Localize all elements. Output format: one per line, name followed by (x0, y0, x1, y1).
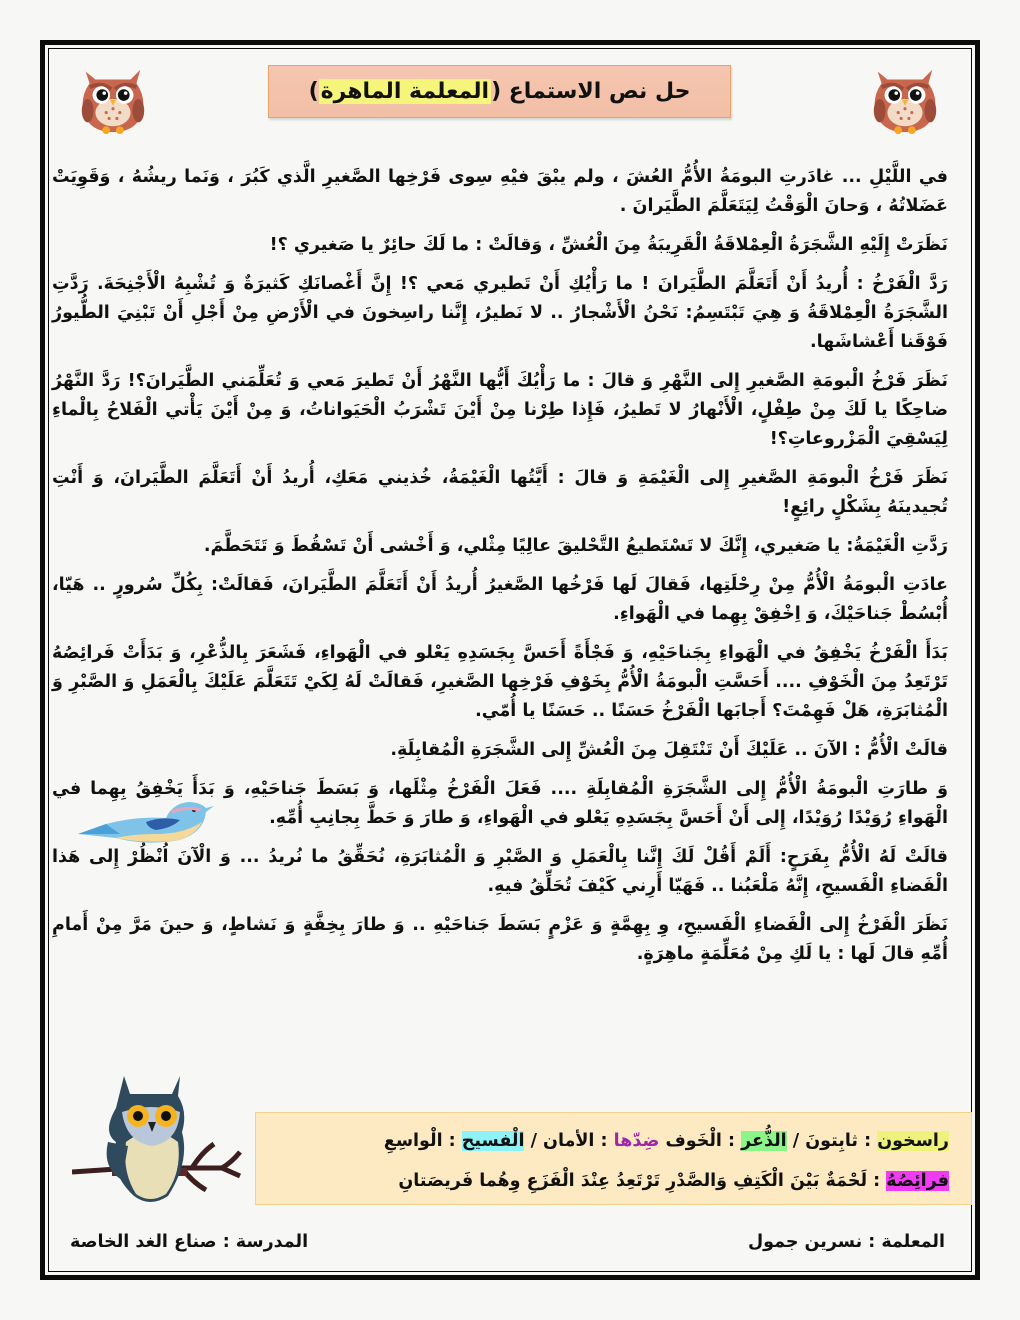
paragraph: قالَتْ لَهُ الْأُمُّ بِفَرَحٍ: أَلَمْ أَقُلْ لَكَ إِنَّنا بِالْعَمَلِ وَ الصَّبْرِ وَ الْمُثابَرَةِ، نُحَقِّقُ ما نُريدُ ... وَ الْآنَ اُنْظُرْ إِلى هَذا الْفَضاءِ الْفَسيحِ، إِنَّهُ مَلْعَبُنا .. فَهَيّا أَرِني كَيْفَ تُحَلِّقُ فيهِ. (52, 847, 948, 896)
owl-icon (74, 58, 152, 136)
paragraph: وَ طارَتِ الْبومَةُ الْأُمُّ إِلى الشَّجَرَةِ الْمُقابِلَةِ .... فَعَلَ الْفَرْخُ مِثْلَها، وَ بَسَطَ جَناحَيْهِ، وَ بَدَأَ يَخْفِقُ بِهِما في الْهَواءِ رُوَيْدًا رُوَيْدًا، إِلى أَنْ أَحَسَّ بِجَسَدِهِ يَعْلو في الْهَواءِ، وَ طارَ وَ حَطَّ بِجانِبِ أُمِّهِ. (52, 779, 948, 828)
title-highlight: المعلمة الماهرة (320, 79, 490, 104)
paragraph: بَدَأَ الْفَرْخُ يَخْفِقُ في الْهَواءِ بِجَناحَيْهِ، وَ فَجْأَةً أَحَسَّ بِجَسَدِهِ يَعْلو في الْهَواءِ، فَشَعَرَ بِالذُّعْرِ، وَ بَدَأَتْ فَرائِصُهُ تَرْتَعِدُ مِنَ الْخَوْفِ .... أَحَسَّتِ الْبومَةُ الْأُمُّ بِخَوْفِ فَرْخِها الصَّغيرِ، فَقالَتْ لَهُ لِكَيْ تَتَعَلَّمَ عَلَيْكَ بِالْعَمَلِ وَ الصَّبْرِ وَ الْمُثابَرَةِ، هَلْ فَهِمْتَ؟ أَجابَها الْفَرْخُ حَسَنًا .. حَسَنًا يا أُمّي. (52, 643, 948, 721)
vocabulary-line-1 (256, 1121, 949, 1161)
vocab-word-althuar: الذُّعر (741, 1131, 787, 1151)
owl-on-branch-illustration (72, 1072, 242, 1212)
teacher-name: المعلمة : نسرين جمول (747, 1232, 945, 1252)
title-suffix: ) (308, 79, 319, 104)
story-text (52, 163, 948, 979)
paragraph: نَظَرَ الْفَرْخُ إِلى الْفَضاءِ الْفَسيحِ، وِ بِهِمَّةٍ وَ عَزْمٍ بَسَطَ جَناحَيْهِ .. وَ طارَ بِخِفَّةٍ وَ نَشاطٍ، وَ حينَ مَرَّ مِنْ أَمامِ أُمِّهِ قالَ لَها : يا لَكِ مِنْ مُعَلِّمَةٍ ماهِرَةٍ. (52, 915, 948, 964)
paragraph: نَظَرَ فَرْخُ الْبومَةِ الصَّغيرِ إِلى النَّهْرِ وَ قالَ : ما رَأْيُكَ أَيُّها النَّهْرُ أَنْ تَطيرَ مَعي وَ تُعَلِّمَني الطَّيَرانَ؟! رَدَّ النَّهْرُ ضاحِكًا يا لَكَ مِنْ طِفْلٍ، الْأَنْهارُ لا تَطيرُ، فَإِذا طِرْنا مِنْ أَيْنَ تَشْرَبُ الْحَيَواناتُ، وَ مِنْ أَيْنَ يَأْتي الْفَلاحُ بِالْماءِ لِيَسْقِيَ الْمَزْروعاتِ؟! (52, 371, 948, 449)
vocab-meaning: : الْخَوف (659, 1131, 742, 1151)
paragraph: عادَتِ الْبومَةُ الْأُمُّ مِنْ رِحْلَتِها، فَقالَ لَها فَرْخُها الصَّغيرُ أُريدُ أَنْ أَتَعَلَّمَ الطَّيَرانَ، فَقالَتْ: بِكُلِّ سُرورٍ .. هَيّا، أُبْسُطْ جَناحَيْكَ، وَ اِخْفِقْ بِهِما في الْهَواءِ. (52, 575, 948, 624)
vocab-word-faraisuhu: فرائِصُهُ (886, 1171, 949, 1191)
vocabulary-box (255, 1112, 972, 1205)
vocab-meaning: : لَحْمَةٌ بَيْنَ الْكَتِفِ وَالصَّدْرِ تَرْتَعِدُ عِنْدَ الْفَزَعِ وِهُما فَريصَتانِ (398, 1171, 887, 1191)
vocab-word-rasikhoon: راسخون (877, 1131, 949, 1151)
owl-icon (866, 58, 944, 136)
school-name: المدرسة : صناع الغد الخاصة (70, 1232, 309, 1252)
vocabulary-line-2 (256, 1161, 949, 1201)
paragraph: رَدَّتِ الْغَيْمَةُ: يا صَغيري، إِنَّكَ لا تَسْتَطيعُ التَّحْليقَ عالِيًا مِثْلي، وَ أَخْشى أَنْ تَسْقُطَ وَ تَتَحَطَّمَ. (203, 536, 948, 556)
vocab-meaning: : الأمان / (524, 1131, 614, 1151)
opposite-label: ضِدّها (613, 1131, 660, 1151)
bird-illustration (76, 798, 216, 848)
vocab-word-alfaseeh: الْفسيح (461, 1131, 525, 1151)
title-prefix: حل نص الاستماع ( (491, 79, 691, 104)
paragraph: نَظَرَتْ إِلَيْهِ الشَّجَرَةُ الْعِمْلاقَةُ الْقَرِيبَةُ مِنَ الْعُشِّ ، وَقالَتْ : ما لَكَ حائِرٌ يا صَغيري ؟! (269, 235, 948, 255)
paragraph: رَدَّ الْفَرْخُ : أُريدُ أَنْ أَتَعَلَّمَ الطَّيَرانَ ! ما رَأْيُكِ أَنْ تَطيري مَعي ؟! إِنَّ أَغْصانَكِ كَثيرَةٌ وَ تُشْبِهُ الْأَجْنِحَةَ. رَدَّتِ الشَّجَرَةُ الْعِمْلاقَةُ وَ هِيَ تَبْتَسِمُ: نَحْنُ الْأَشْجارُ .. لا نَطيرُ، إِنَّنا راسِخونَ في الْأَرْضِ مِنْ أَجْلِ أَنْ تَبْنِيَ الطُّيورُ فَوْقَنا أَعْشاشَها. (52, 274, 948, 352)
page-title (268, 65, 731, 118)
paragraph: نَظَرَ فَرْخُ الْبومَةِ الصَّغيرِ إِلى الْغَيْمَةِ وَ قالَ : أَيَّتُها الْغَيْمَةُ، خُذيني مَعَكِ، أُريدُ أَنْ أَتَعَلَّمَ الطَّيَرانَ، وَ أَنْتِ تُجيدينَهُ بِشَكْلٍ رائِعٍ! (52, 468, 948, 517)
vocab-meaning: : الْواسِعِ (383, 1131, 462, 1151)
paragraph: في اللَّيْلِ ... غادَرتِ البومَةُ الأُمُّ العُشَ ، ولم يبْقَ فيْهِ سِوى فَرْخِها الصَّغيرِ الَّذي كَبُرَ ، وَنَما ريشُهُ ، وَقَوِيَتْ عَضَلاتُهُ ، وَحانَ الْوَقْتُ لِيَتَعَلَّمَ الطَّيَرانَ . (52, 167, 948, 216)
vocab-meaning: : ثابِتونَ / (786, 1131, 878, 1151)
paragraph: قالَتْ الْأُمُّ : الآنَ .. عَلَيْكَ أَنْ تَنْتَقِلَ مِنَ الْعُشِّ إِلى الشَّجَرَةِ الْمُقابِلَةِ. (390, 740, 948, 760)
